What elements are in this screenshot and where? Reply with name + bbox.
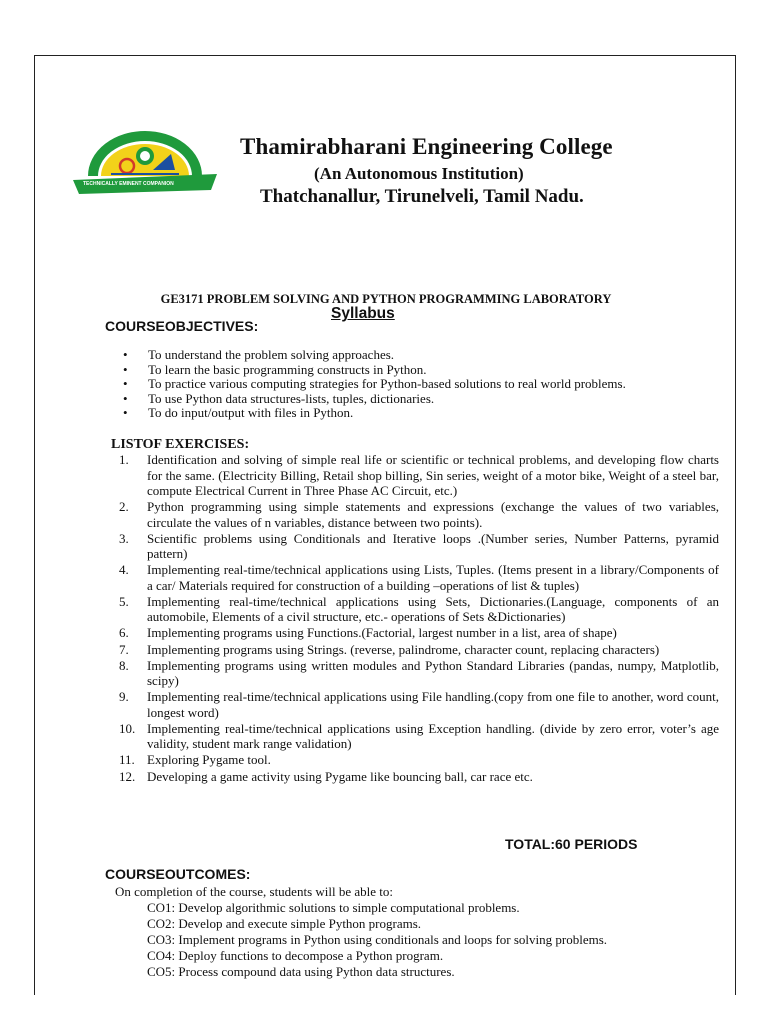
- exercise-number: 9.: [119, 689, 129, 705]
- college-address: Thatchanallur, Tirunelveli, Tamil Nadu.: [260, 186, 584, 207]
- exercise-item: [119, 752, 719, 768]
- objectives-heading: COURSEOBJECTIVES:: [105, 318, 259, 334]
- exercise-item: [119, 689, 719, 720]
- exercise-number: 6.: [119, 625, 129, 641]
- syllabus-page: [34, 55, 736, 995]
- outcome-item: CO1: Develop algorithmic solutions to simple computational problems.: [147, 900, 520, 915]
- exercise-number: 5.: [119, 593, 129, 609]
- exercise-item: [119, 499, 719, 530]
- exercises-list: [119, 452, 719, 785]
- outcome-item: CO2: Develop and execute simple Python programs.: [147, 916, 422, 931]
- exercise-item: [119, 625, 719, 641]
- exercise-number: 10.: [119, 720, 136, 736]
- exercise-item: [119, 531, 719, 562]
- outcomes-heading: COURSEOUTCOMES:: [105, 866, 251, 882]
- exercise-item: [119, 769, 719, 785]
- outcomes-intro: On completion of the course, students will be able to:: [115, 884, 393, 899]
- exercise-number: 4.: [119, 562, 129, 578]
- exercise-text: Implementing real-time/technical applications using File handling.(copy from one file to another, word count, longest word): [147, 689, 719, 720]
- exercise-text: Python programming using simple statements and expressions (exchange the values of two variables, circulate the values of n variables, distance between two points).: [147, 499, 719, 530]
- exercise-text: Exploring Pygame tool.: [147, 752, 271, 768]
- exercise-number: 1.: [119, 452, 129, 467]
- syllabus-heading: Syllabus: [331, 305, 395, 322]
- objective-item: • To use Python data structures-lists, tuples, dictionaries.: [123, 392, 683, 407]
- exercise-text: Identification and solving of simple real life or scientific or technical problems, and developing flow charts for the same. (Electricity Billing, Retail shop billing, Sin series, weight of a motor bike, Weight of a steel bar, compute Electrical Current in Three Phase AC Circuit, etc.): [147, 452, 719, 498]
- exercise-text: Implementing real-time/technical applications using Sets, Dictionaries.(Language, components of an automobile, Elements of a civil structure, etc.- operations of Sets &Dictionaries): [147, 593, 719, 625]
- exercise-number: 7.: [119, 641, 129, 657]
- outcome-item: CO4: Deploy functions to decompose a Python program.: [147, 948, 444, 963]
- exercise-number: 12.: [119, 768, 136, 784]
- exercise-text: Implementing real-time/technical applications using Exception handling. (divide by zero error, voter’s age validity, student mark range validation): [147, 720, 719, 752]
- objectives-list: [123, 348, 683, 421]
- exercise-text: Developing a game activity using Pygame like bouncing ball, car race etc.: [147, 768, 533, 784]
- college-logo: [71, 128, 219, 208]
- exercise-text: Implementing programs using Functions.(Factorial, largest number in a list, area of shape): [147, 625, 617, 641]
- college-type: (An Autonomous Institution): [314, 164, 524, 183]
- exercise-item: [119, 562, 719, 593]
- exercise-text: Implementing real-time/technical applications using Lists, Tuples. (Items present in a library/Components of a car/ Materials required for construction of a building –operations of list & tuples): [147, 562, 719, 593]
- exercise-item: [119, 721, 719, 752]
- exercise-number: 8.: [119, 657, 129, 673]
- exercise-item: [119, 642, 719, 658]
- objective-item: • To do input/output with files in Python.: [123, 406, 683, 421]
- outcomes-list: [147, 900, 607, 980]
- exercise-number: 3.: [119, 530, 129, 546]
- exercise-text: Implementing programs using Strings. (reverse, palindrome, character count, replacing characters): [147, 641, 660, 657]
- objective-item: • To understand the problem solving approaches.: [123, 348, 683, 363]
- exercise-text: Scientific problems using Conditionals and Iterative loops .(Number series, Number Patterns, pyramid pattern): [147, 530, 719, 562]
- exercise-text: Implementing programs using written modules and Python Standard Libraries (pandas, numpy, Matplotlib, scipy): [147, 657, 719, 689]
- college-header: [240, 134, 720, 208]
- exercise-item: [119, 452, 719, 499]
- exercise-number: 11.: [119, 752, 135, 768]
- outcome-item: CO3: Implement programs in Python using conditionals and loops for solving problems.: [147, 932, 608, 947]
- course-title: GE3171 PROBLEM SOLVING AND PYTHON PROGRAMMING LABORATORY: [160, 292, 612, 306]
- college-name: Thamirabharani Engineering College: [240, 134, 613, 159]
- objective-item: • To learn the basic programming constructs in Python.: [123, 363, 683, 378]
- total-periods: TOTAL:60 PERIODS: [505, 836, 638, 852]
- exercise-item: [119, 658, 719, 689]
- exercise-item: [119, 594, 719, 625]
- outcome-item: CO5: Process compound data using Python data structures.: [147, 964, 455, 979]
- logo-ribbon-text: TECHNICALLY EMINENT COMPANION: [83, 181, 174, 187]
- exercises-heading: LISTOF EXERCISES:: [111, 437, 250, 452]
- objective-item: • To practice various computing strategies for Python-based solutions to real world problems.: [123, 377, 683, 392]
- exercise-number: 2.: [119, 499, 129, 515]
